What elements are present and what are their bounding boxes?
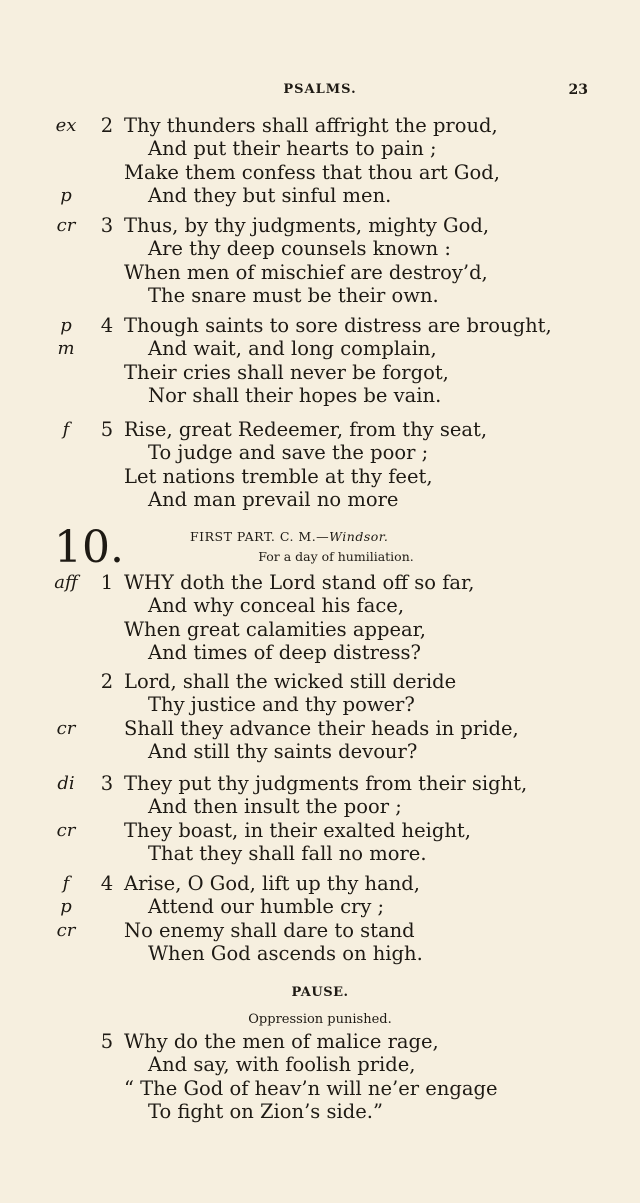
verse-line [0,872,640,895]
stanza [0,1030,640,1123]
stanza [0,418,640,511]
verse-text: Shall they advance their heads in pride, [124,716,519,740]
verse-line [0,819,640,842]
verse-text: And still thy saints devour? [148,739,418,763]
verse-line [0,488,640,511]
verse-text: Thy thunders shall affright the proud, [124,114,498,137]
verse-text: They put thy judgments from their sight, [124,772,528,795]
verse-text: And then insult the poor ; [148,795,402,819]
verse-text: WHY doth the Lord stand off so far, [124,571,475,594]
verse-text: Lord, shall the wicked still deride [124,670,457,693]
stanza [0,571,640,664]
verse-text: Though saints to sore distress are brought, [124,314,552,337]
verse-line [0,161,640,184]
stanza [0,114,640,207]
verse-text: And put their hearts to pain ; [148,137,437,161]
verse-line [0,641,640,664]
verse-line [0,261,640,284]
dynamics-mark: di [57,773,75,794]
dynamics-mark: p [60,184,72,206]
verse-line [0,418,640,441]
dynamics-mark: f [62,873,70,894]
stanza [0,670,640,763]
verse-line [0,670,640,693]
verse-line [0,114,640,137]
verse-text: The snare must be their own. [148,283,439,307]
verse-text: Rise, great Redeemer, from thy seat, [124,418,488,441]
verse-line [0,693,640,716]
dynamics-mark: p [60,315,72,336]
verse-number: 2 [100,670,114,693]
verse-text: When God ascends on high. [148,941,423,965]
verse-number: 4 [100,314,114,337]
verse-line [0,284,640,307]
dynamics-mark: m [57,338,75,360]
psalm-part-meter [190,529,388,544]
verse-text: Thus, by thy judgments, mighty God, [124,214,490,237]
verse-line [0,1053,640,1076]
dynamics-mark: aff [54,572,78,593]
verse-text: Thy justice and thy power? [148,693,415,717]
verse-text: And why conceal his face, [148,594,405,618]
verse-text: And they but sinful men. [148,183,392,207]
verse-line [0,571,640,594]
stanza [0,872,640,965]
verse-line [0,137,640,160]
verse-text: When great calamities appear, [124,617,426,641]
verse-number: 3 [100,214,114,237]
verse-line [0,919,640,942]
verse-line [0,1077,640,1100]
verse-line [0,465,640,488]
verse-number: 2 [100,114,114,137]
psalm-part-label: FIRST PART. C. M.— [190,529,330,544]
dynamics-mark: cr [56,819,76,841]
running-title: PSALMS. [283,82,357,97]
verse-text: Arise, O God, lift up thy hand, [124,872,420,895]
verse-text: To judge and save the poor ; [148,441,429,465]
verse-number: 5 [100,1030,114,1053]
verse-number: 3 [100,772,114,795]
verse-number: 5 [100,418,114,441]
psalm-tune: Windsor. [329,529,389,544]
verse-line [0,795,640,818]
verse-text: And times of deep distress? [148,640,421,664]
dynamics-mark: f [62,419,70,440]
verse-line [0,314,640,337]
psalm-heading [0,523,640,573]
verse-line [0,184,640,207]
verse-line [0,717,640,740]
verse-line [0,1100,640,1123]
dynamics-mark: cr [56,919,76,941]
verse-line [0,895,640,918]
dynamics-mark: cr [56,215,76,236]
verse-text: That they shall fall no more. [148,841,427,865]
psalm-number: 10. [54,522,124,573]
verse-text: Are thy deep counsels known : [148,237,451,261]
verse-text: No enemy shall dare to stand [124,918,415,942]
verse-text: And wait, and long complain, [148,337,437,361]
verse-line [0,942,640,965]
verse-line [0,361,640,384]
verse-text: Their cries shall never be forgot, [124,360,449,384]
verse-text: And say, with foolish pride, [148,1053,416,1077]
verse-line [0,842,640,865]
verse-number: 4 [100,872,114,895]
verse-line [0,441,640,464]
verse-number: 1 [100,571,114,594]
verse-text: To fight on Zion’s side.” [148,1099,383,1123]
dynamics-mark: ex [55,115,77,136]
verse-text: Make them confess that thou art God, [124,160,500,184]
pause-subtitle: Oppression punished. [248,1012,392,1027]
verse-line [0,384,640,407]
verse-text: “ The God of heav’n will ne’er engage [124,1076,498,1100]
verse-text: They boast, in their exalted height, [124,818,471,842]
dynamics-mark: cr [56,717,76,739]
verse-line [0,214,640,237]
stanza [0,314,640,407]
verse-text: Why do the men of malice rage, [124,1030,439,1053]
verse-text: When men of mischief are destroy’d, [124,260,488,284]
verse-text: And man prevail no more [148,487,399,511]
verse-text: Let nations tremble at thy feet, [124,464,433,488]
stanza [0,772,640,865]
verse-line [0,1030,640,1053]
verse-line [0,237,640,260]
verse-line [0,337,640,360]
page-number: 23 [568,82,588,98]
pause-heading: PAUSE. [291,985,349,1000]
verse-line [0,740,640,763]
verse-text: Nor shall their hopes be vain. [148,383,442,407]
running-head [0,82,640,102]
dynamics-mark: p [60,896,72,918]
verse-line [0,594,640,617]
stanza [0,214,640,307]
verse-line [0,772,640,795]
verse-text: Attend our humble cry ; [148,895,385,919]
verse-line [0,618,640,641]
psalm-occasion: For a day of humiliation. [258,549,414,564]
